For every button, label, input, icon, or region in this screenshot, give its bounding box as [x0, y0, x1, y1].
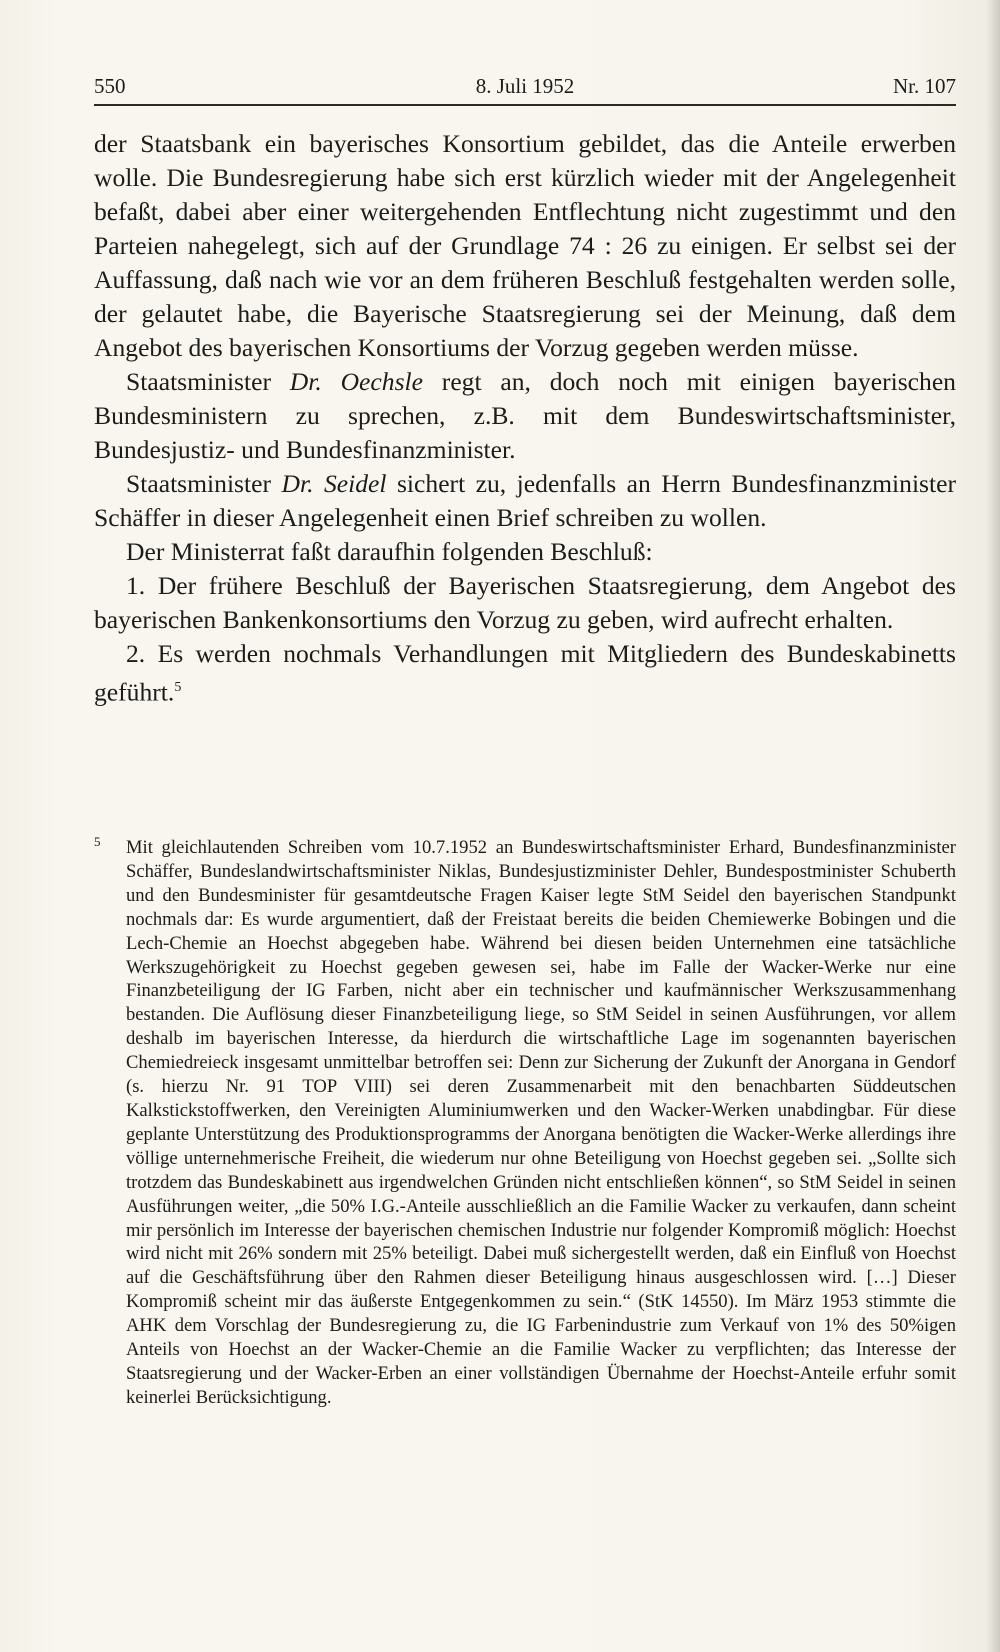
footnote-5	[94, 836, 956, 1410]
paragraph-oechsle: Staatsminister Dr. Oechsle regt an, doch noch mit einigen bayerischen Bundesministern zu sprechen, z.B. mit dem Bundeswirtschaftsminister, Bundesjustiz- und Bundesfinanzminister.	[94, 367, 956, 464]
main-text	[94, 127, 956, 710]
decision-item-1: 1. Der frühere Beschluß der Bayerischen Staatsregierung, dem Angebot des bayerischen Bankenkonsortiums den Vorzug zu geben, wird aufrecht erhalten.	[94, 571, 956, 634]
footnote-reference[interactable]: 5	[174, 680, 182, 695]
page-number: 550	[94, 74, 126, 98]
paragraph-decision-intro: Der Ministerrat faßt daraufhin folgenden Beschluß:	[126, 537, 653, 566]
header-date: 8. Juli 1952	[475, 74, 575, 98]
paragraph-seidel: Staatsminister Dr. Seidel sichert zu, jedenfalls an Herrn Bundesfinanzminister Schäffer in dieser Angelegenheit einen Brief schreiben zu wollen.	[94, 469, 957, 532]
document-number: Nr. 107	[893, 74, 956, 98]
speaker-name: Dr. Seidel	[281, 469, 387, 498]
running-header	[94, 70, 956, 106]
footnote-mark: 5	[94, 834, 101, 849]
decision-item-2: 2. Es werden nochmals Verhandlungen mit Mitgliedern des Bundeskabinetts geführt.$^5$	[94, 639, 956, 707]
header-rule	[94, 104, 956, 106]
paragraph-continuation: der Staatsbank ein bayerisches Konsortium gebildet, das die Anteile erwerben wolle. Die Bundesregierung habe sich erst kürzlich wieder mit der Angelegenheit befaßt, dabei aber einer weitergehenden Entflechtung nicht zugestimmt und den Parteien nahegelegt, sich auf der Grundlage 74 : 26 zu einigen. Er selbst sei der Auffassung, daß nach wie vor an dem früheren Beschluß festgehalten werden solle, der gelautet habe, die Bayerische Staatsregierung sei der Meinung, daß dem Angebot des bayerischen Konsortiums der Vorzug gegeben werden müsse.	[94, 129, 956, 362]
speaker-name: Dr. Oechsle	[289, 367, 424, 396]
footnote-section	[94, 836, 956, 1410]
footnote-text: Mit gleichlautenden Schreiben vom 10.7.1952 an Bundeswirtschaftsminister Erhard, Bundesfinanzminister Schäffer, Bundeslandwirtschaftsminister Niklas, Bundesjustizminister Dehler, Bundespostminister Schuberth und den Bundesminister für gesamtdeutsche Fragen Kaiser legte StM Seidel den bayerischen Standpunkt nochmals dar: Es wurde argumentiert, daß der Freistaat bereits die beiden Chemiewerke Bobingen und die Lech-Chemie an Hoechst abgegeben habe. Während bei diesen beiden Unternehmen eine tatsächliche Werkszugehörigkeit zu Hoechst gegeben gewesen sei, habe im Falle der Wacker-Werke nur eine Finanzbeteiligung der IG Farben, nicht aber ein technischer und kaufmännischer Werkszusammenhang bestanden. Die Auflösung dieser Finanzbeteiligung liege, so StM Seidel in seinen Ausführungen, vor allem deshalb im bayerischen Interesse, da hierdurch die wirtschaftliche Lage im sogenannten bayerischen Chemiedreieck insgesamt unmittelbar betroffen sei: Denn zur Sicherung der Zukunft der Anorgana in Gendorf (s. hierzu Nr. 91 TOP VIII) sei deren Zusammenarbeit mit den benachbarten Süddeutschen Kalkstickstoffwerken, den Vereinigten Aluminiumwerken und den Wacker-Werken unabdingbar. Für diese geplante Unterstützung des Produktionsprogramms der Anorgana benötigten die Wacker-Werke allerdings ihre völlige unternehmerische Freiheit, die wiederum nur ohne Beteiligung von Hoechst gegeben sei. „Sollte sich trotzdem das Bundeskabinett aus irgendwelchen Gründen nicht entschließen können“, so StM Seidel in seinen Ausführungen weiter, „die 50% I.G.-Anteile ausschließlich an die Familie Wacker zu verkaufen, dann scheint mir persönlich im Interesse der bayerischen chemischen Industrie nur folgender Kompromiß möglich: Hoechst wird nicht mit 26% sondern mit 25% beteiligt. Dabei muß sichergestellt werden, daß ein Einfluß von Hoechst auf die Geschäftsführung über den Rahmen dieser Beteiligung hinaus ausgeschlossen wird. […] Dieser Kompromiß scheint mir das äußerste Entgegenkommen zu sein.“ (StK 14550). Im März 1953 stimmte die AHK dem Vorschlag der Bundesregierung zu, die IG Farbenindustrie zum Verkauf von 1% des 50%igen Anteils von Hoechst an der Wacker-Chemie an die Familie Wacker zu verpflichten; das Interesse der Staatsregierung und der Wacker-Erben an einer vollständigen Übernahme der Hoechst-Anteile erfuhr somit keinerlei Berücksichtigung.	[126, 837, 956, 1408]
page-edge-shadow	[986, 0, 1000, 1652]
